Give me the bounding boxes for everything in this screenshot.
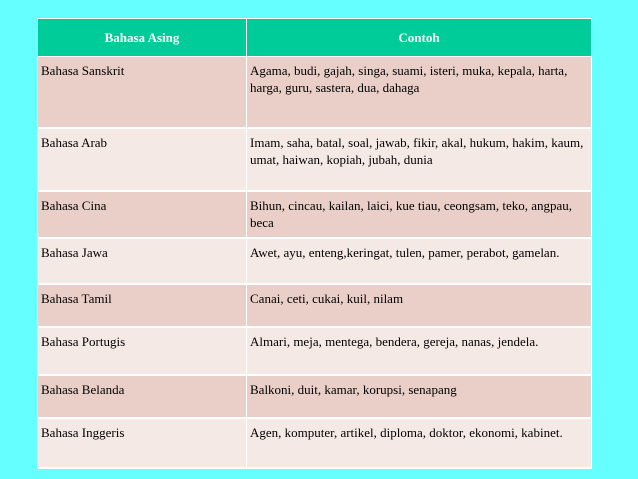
language-cell: Bahasa Jawa — [38, 238, 247, 284]
language-cell: Bahasa Portugis — [38, 327, 247, 375]
table-row — [38, 375, 592, 418]
table-row — [38, 284, 592, 327]
examples-cell: Agama, budi, gajah, singa, suami, isteri, muka, kepala, harta, harga, guru, sastera, dua, dahaga — [247, 57, 592, 128]
language-cell: Bahasa Sanskrit — [38, 57, 247, 128]
table-header-row — [38, 19, 592, 57]
table-row — [38, 57, 592, 128]
table-row — [38, 191, 592, 238]
table-row — [38, 128, 592, 191]
examples-cell: Balkoni, duit, kamar, korupsi, senapang — [247, 375, 592, 418]
header-bahasa-asing: Bahasa Asing — [38, 19, 247, 57]
table-row — [38, 327, 592, 375]
examples-cell: Awet, ayu, enteng,keringat, tulen, pamer, perabot, gamelan. — [247, 238, 592, 284]
examples-cell: Imam, saha, batal, soal, jawab, fikir, akal, hukum, hakim, kaum, umat, haiwan, kopiah, jubah, dunia — [247, 128, 592, 191]
language-cell: Bahasa Belanda — [38, 375, 247, 418]
examples-cell: Canai, ceti, cukai, kuil, nilam — [247, 284, 592, 327]
examples-cell: Almari, meja, mentega, bendera, gereja, nanas, jendela. — [247, 327, 592, 375]
table-row — [38, 238, 592, 284]
header-contoh: Contoh — [247, 19, 592, 57]
language-cell: Bahasa Tamil — [38, 284, 247, 327]
loanword-table — [37, 18, 592, 469]
examples-cell: Bihun, cincau, kailan, laici, kue tiau, ceongsam, teko, angpau, beca — [247, 191, 592, 238]
language-cell: Bahasa Inggeris — [38, 418, 247, 468]
table-row — [38, 418, 592, 468]
examples-cell: Agen, komputer, artikel, diploma, doktor, ekonomi, kabinet. — [247, 418, 592, 468]
language-cell: Bahasa Arab — [38, 128, 247, 191]
language-cell: Bahasa Cina — [38, 191, 247, 238]
